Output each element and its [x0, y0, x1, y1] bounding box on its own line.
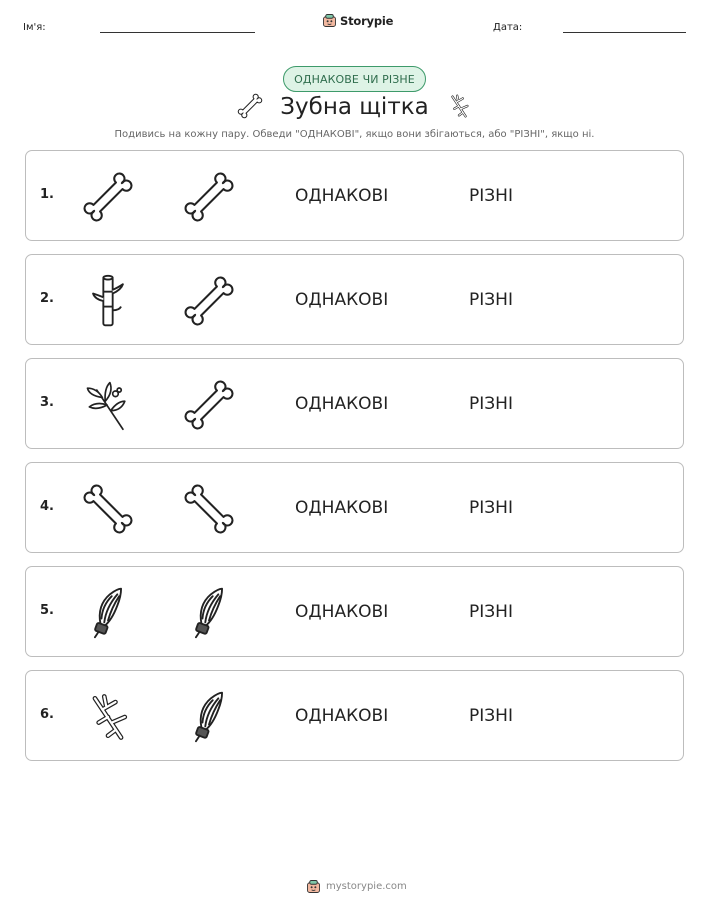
name-field-line[interactable]: [100, 32, 255, 33]
option-same[interactable]: ОДНАКОВІ: [295, 498, 389, 518]
bamboo-icon: [80, 273, 136, 329]
bone-icon: [80, 169, 136, 225]
brand-logo: [322, 13, 393, 28]
date-field-line[interactable]: [563, 32, 686, 33]
option-same[interactable]: ОДНАКОВІ: [295, 394, 389, 414]
brush-icon: [181, 585, 237, 641]
question-row-1: [25, 150, 684, 241]
option-same[interactable]: ОДНАКОВІ: [295, 186, 389, 206]
instructions: Подивись на кожну пару. Обведи "ОДНАКОВІ", якщо вони збігаються, або "РІЗНІ", якщо ні.: [114, 129, 595, 140]
bone-icon: [80, 481, 136, 537]
brand-name: Storypie: [340, 13, 394, 28]
question-row-2: [25, 254, 684, 345]
option-different[interactable]: РІЗНІ: [469, 498, 513, 518]
option-different[interactable]: РІЗНІ: [469, 394, 513, 414]
storypie-logo-icon: [322, 13, 337, 28]
question-number: 4.: [40, 499, 54, 514]
question-row-6: [25, 670, 684, 761]
brush-icon: [181, 689, 237, 745]
option-different[interactable]: РІЗНІ: [469, 186, 513, 206]
question-number: 3.: [40, 395, 54, 410]
footer: [306, 879, 407, 894]
bone-icon: [181, 169, 237, 225]
option-same[interactable]: ОДНАКОВІ: [295, 290, 389, 310]
twig-icon: [445, 92, 473, 120]
bone-icon: [181, 273, 237, 329]
option-different[interactable]: РІЗНІ: [469, 602, 513, 622]
option-different[interactable]: РІЗНІ: [469, 290, 513, 310]
storypie-logo-icon: [306, 879, 321, 894]
question-number: 2.: [40, 291, 54, 306]
twig-icon: [80, 689, 136, 745]
bone-icon: [181, 377, 237, 433]
question-number: 5.: [40, 603, 54, 618]
name-label: Ім'я:: [23, 22, 46, 33]
question-number: 1.: [40, 187, 54, 202]
worksheet-type-badge: ОДНАКОВЕ ЧИ РІЗНЕ: [283, 66, 426, 92]
leafy-twig-icon: [80, 377, 136, 433]
question-row-4: [25, 462, 684, 553]
question-number: 6.: [40, 707, 54, 722]
brush-icon: [80, 585, 136, 641]
option-same[interactable]: ОДНАКОВІ: [295, 706, 389, 726]
question-row-5: [25, 566, 684, 657]
page-title: Зубна щітка: [280, 94, 429, 120]
footer-url[interactable]: mystorypie.com: [326, 881, 407, 892]
bone-icon: [181, 481, 237, 537]
question-row-3: [25, 358, 684, 449]
option-same[interactable]: ОДНАКОВІ: [295, 602, 389, 622]
date-label: Дата:: [493, 22, 523, 33]
option-different[interactable]: РІЗНІ: [469, 706, 513, 726]
